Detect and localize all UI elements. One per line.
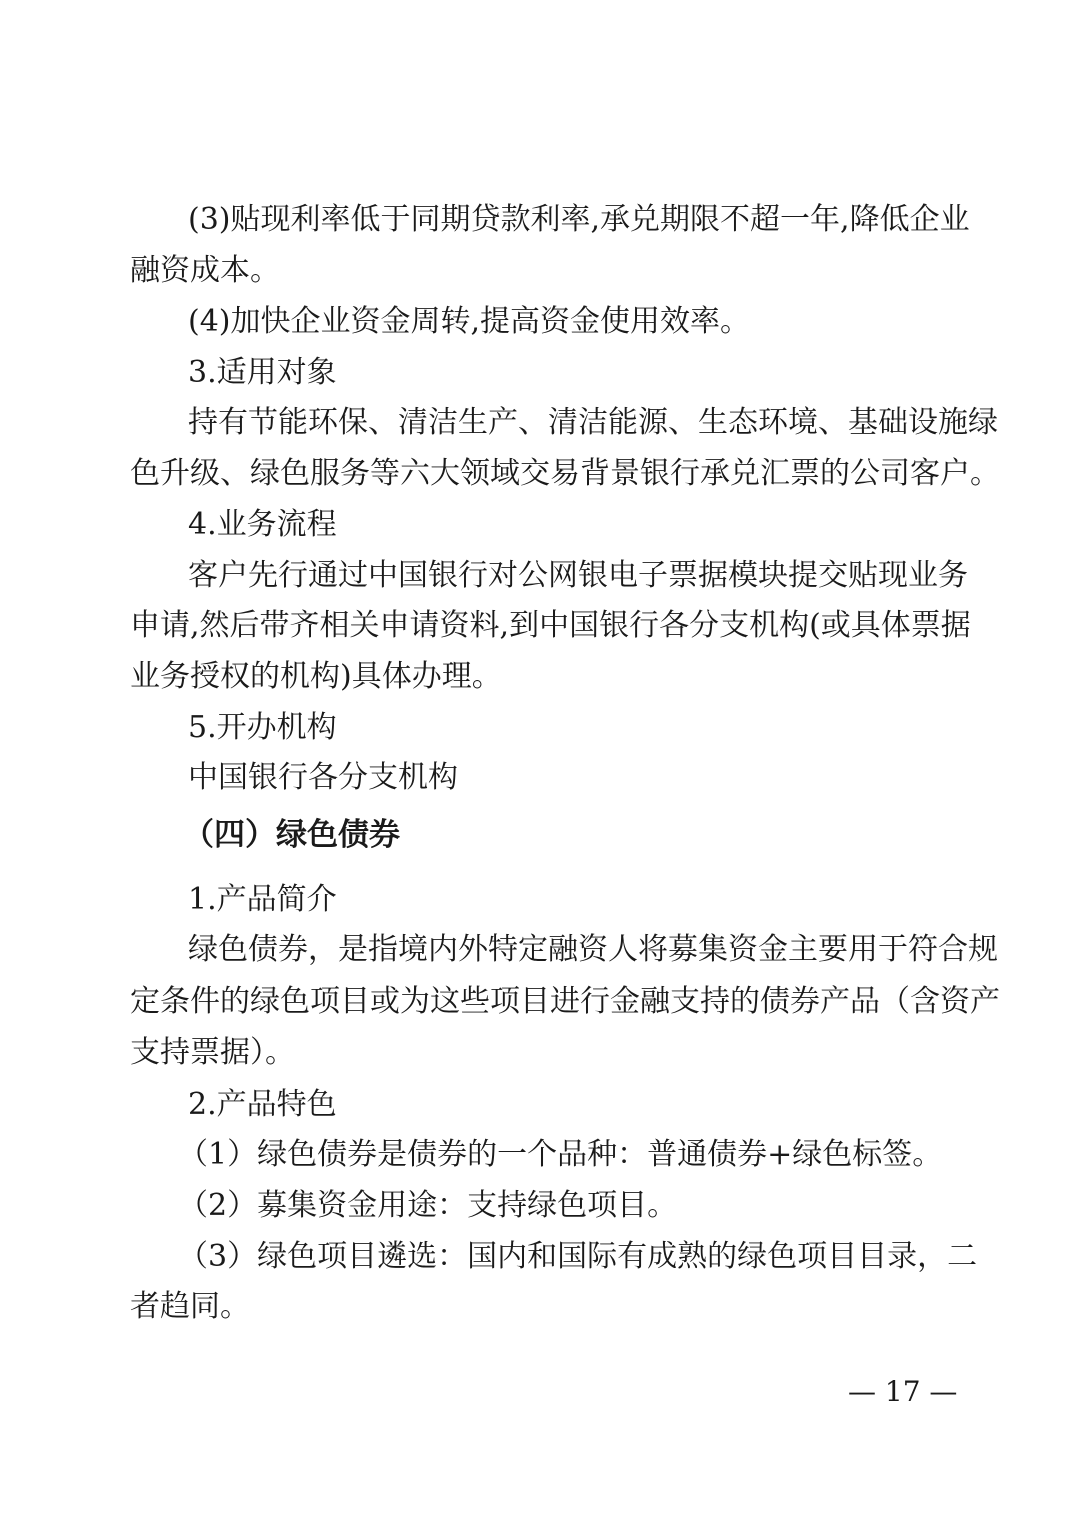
paragraph-line: (3)贴现利率低于同期贷款利率,承兑期限不超一年,降低企业 <box>188 202 970 237</box>
paragraph-line: 定条件的绿色项目或为这些项目进行金融支持的债券产品（含资产 <box>130 984 1000 1019</box>
paragraph-line: 支持票据）。 <box>130 1035 295 1070</box>
paragraph-line: （1）绿色债券是债券的一个品种：普通债券+绿色标签。 <box>178 1137 943 1172</box>
paragraph-line: 申请,然后带齐相关申请资料,到中国银行各分支机构(或具体票据 <box>130 608 971 643</box>
paragraph-line: (4)加快企业资金周转,提高资金使用效率。 <box>188 304 751 339</box>
paragraph-line: 持有节能环保、清洁生产、清洁能源、生态环境、基础设施绿 <box>188 405 998 440</box>
section-subheading: 2.产品特色 <box>188 1087 337 1122</box>
paragraph-line: 业务授权的机构)具体办理。 <box>130 659 502 694</box>
paragraph-line: 绿色债券，是指境内外特定融资人将募集资金主要用于符合规 <box>188 932 998 967</box>
paragraph-line: （3）绿色项目遴选：国内和国际有成熟的绿色项目目录，二 <box>178 1239 978 1274</box>
section-subheading: 3.适用对象 <box>188 355 337 390</box>
section-subheading: 1.产品简介 <box>188 882 337 917</box>
paragraph-line: 中国银行各分支机构 <box>188 760 458 795</box>
section-subheading: 5.开办机构 <box>188 710 337 745</box>
paragraph-line: 色升级、绿色服务等六大领域交易背景银行承兑汇票的公司客户。 <box>130 456 1000 491</box>
page-number: — 17 — <box>848 1375 958 1408</box>
section-heading: （四）绿色债券 <box>183 817 400 853</box>
paragraph-line: 融资成本。 <box>130 253 280 288</box>
paragraph-line: （2）募集资金用途：支持绿色项目。 <box>178 1188 678 1223</box>
paragraph-line: 者趋同。 <box>130 1289 250 1324</box>
section-subheading: 4.业务流程 <box>188 507 337 542</box>
paragraph-line: 客户先行通过中国银行对公网银电子票据模块提交贴现业务 <box>188 558 968 593</box>
